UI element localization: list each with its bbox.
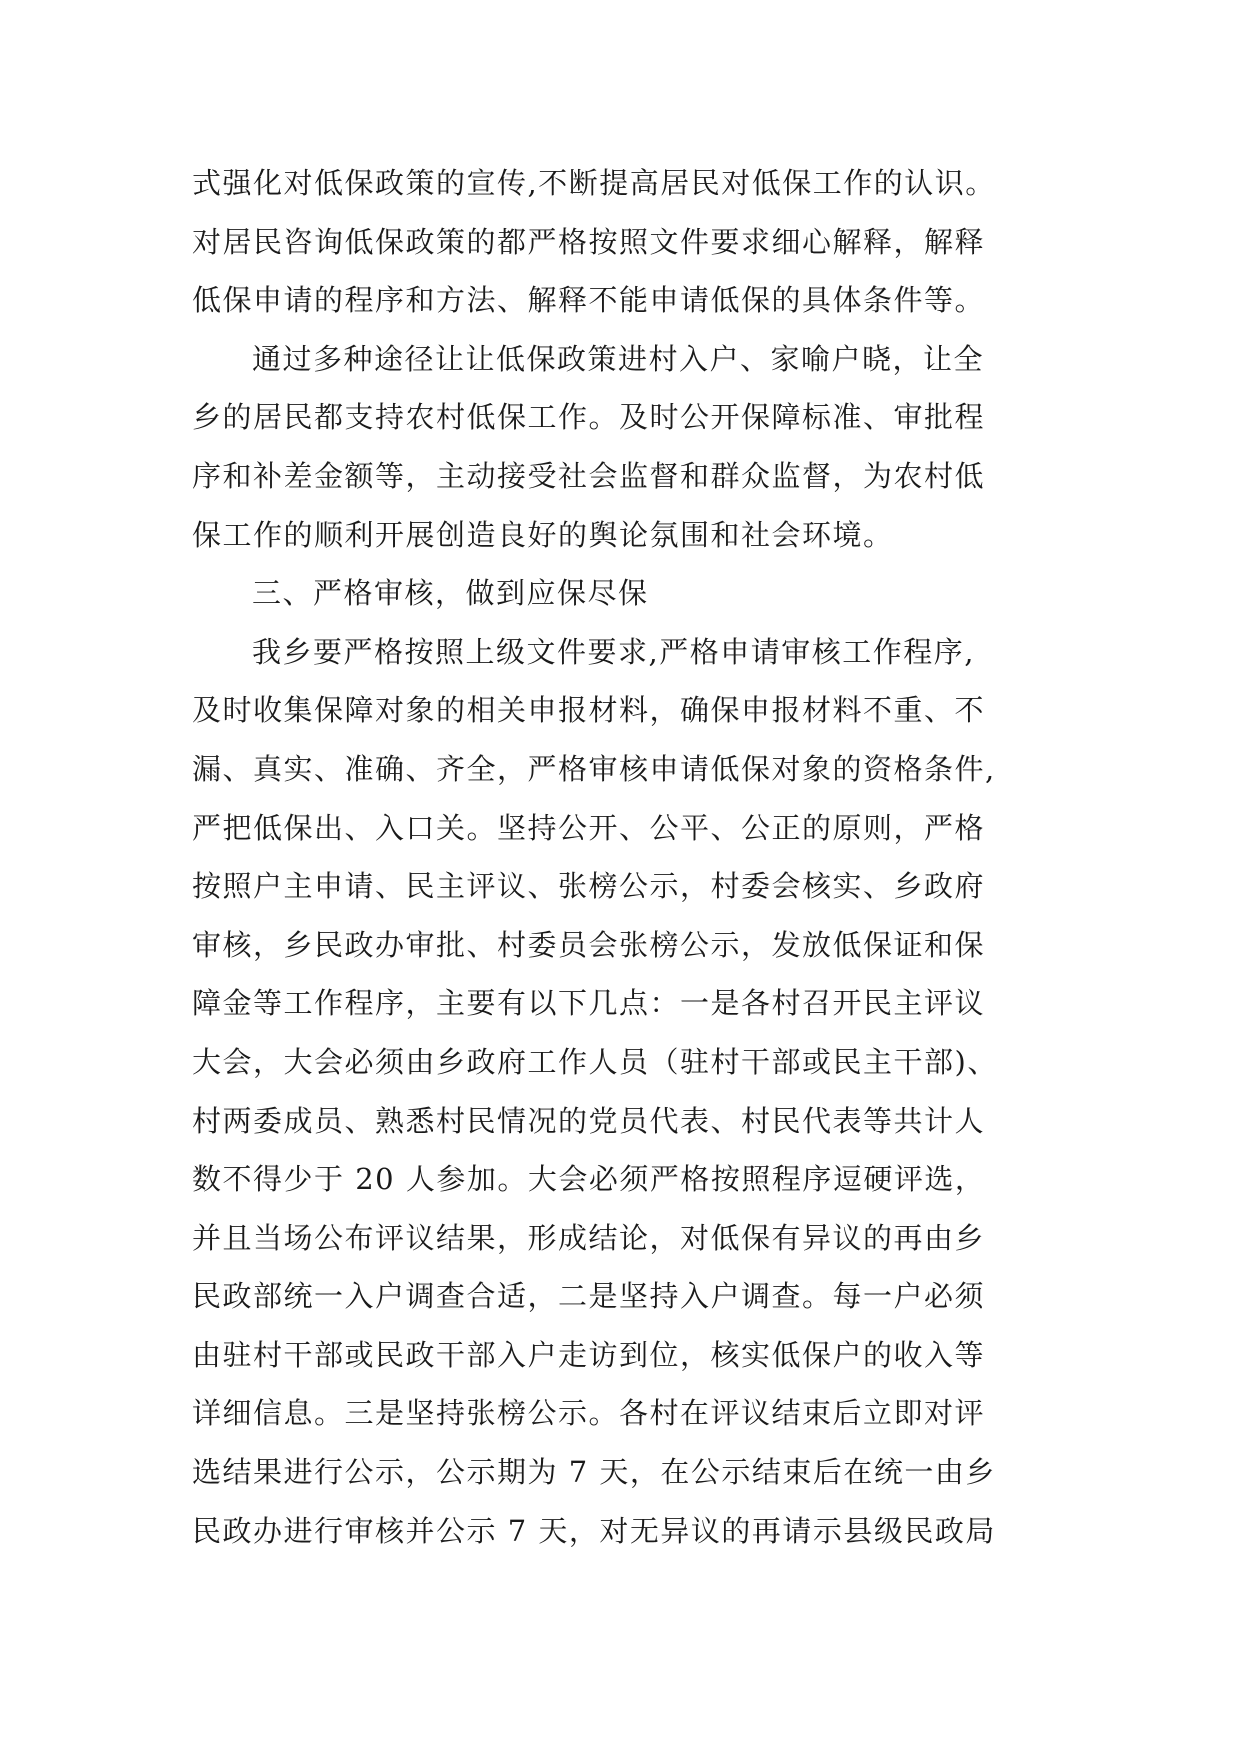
text-line: 数不得少于 20 人参加。大会必须严格按照程序逗硬评选，	[192, 1162, 986, 1197]
text-line: 按照户主申请、民主评议、张榜公示，村委会核实、乡政府	[192, 869, 986, 904]
text-line: 漏、真实、准确、齐全，严格审核申请低保对象的资格条件,	[192, 751, 996, 786]
text-line: 序和补差金额等，主动接受社会监督和群众监督，为农村低	[192, 458, 986, 493]
text-line: 选结果进行公示，公示期为 7 天，在公示结束后在统一由乡	[192, 1455, 996, 1490]
section-heading: 三、严格审核，做到应保尽保	[252, 576, 649, 611]
text-line: 及时收集保障对象的相关申报材料，确保申报材料不重、不	[192, 693, 986, 728]
text-line: 并且当场公布评议结果，形成结论，对低保有异议的再由乡	[192, 1220, 986, 1255]
text-line: 乡的居民都支持农村低保工作。及时公开保障标准、审批程	[192, 400, 986, 435]
text-line: 式强化对低保政策的宣传,不断提高居民对低保工作的认识。	[192, 166, 996, 200]
text-line: 民政部统一入户调查合适，二是坚持入户调查。每一户必须	[192, 1279, 986, 1314]
text-line: 保工作的顺利开展创造良好的舆论氛围和社会环境。	[192, 517, 894, 552]
text-line: 村两委成员、熟悉村民情况的党员代表、村民代表等共计人	[192, 1103, 986, 1138]
text-line: 低保申请的程序和方法、解释不能申请低保的具体条件等。	[192, 283, 986, 318]
text-line: 大会，大会必须由乡政府工作人员（驻村干部或民主干部)、	[192, 1044, 998, 1079]
text-line: 审核，乡民政办审批、村委员会张榜公示，发放低保证和保	[192, 927, 986, 962]
paragraph-start-line: 我乡要严格按照上级文件要求,严格申请审核工作程序,	[252, 634, 975, 669]
text-line: 详细信息。三是坚持张榜公示。各村在评议结束后立即对评	[192, 1396, 986, 1431]
paragraph-start-line: 通过多种途径让让低保政策进村入户、家喻户晓，让全	[252, 341, 985, 376]
text-line: 由驻村干部或民政干部入户走访到位，核实低保户的收入等	[192, 1337, 986, 1372]
text-line: 障金等工作程序，主要有以下几点：一是各村召开民主评议	[192, 986, 986, 1021]
text-line: 民政办进行审核并公示 7 天，对无异议的再请示县级民政局	[192, 1513, 996, 1548]
text-line: 严把低保出、入口关。坚持公开、公平、公正的原则，严格	[192, 810, 986, 845]
text-line: 对居民咨询低保政策的都严格按照文件要求细心解释，解释	[192, 224, 986, 259]
body-text	[192, 154, 1092, 1560]
